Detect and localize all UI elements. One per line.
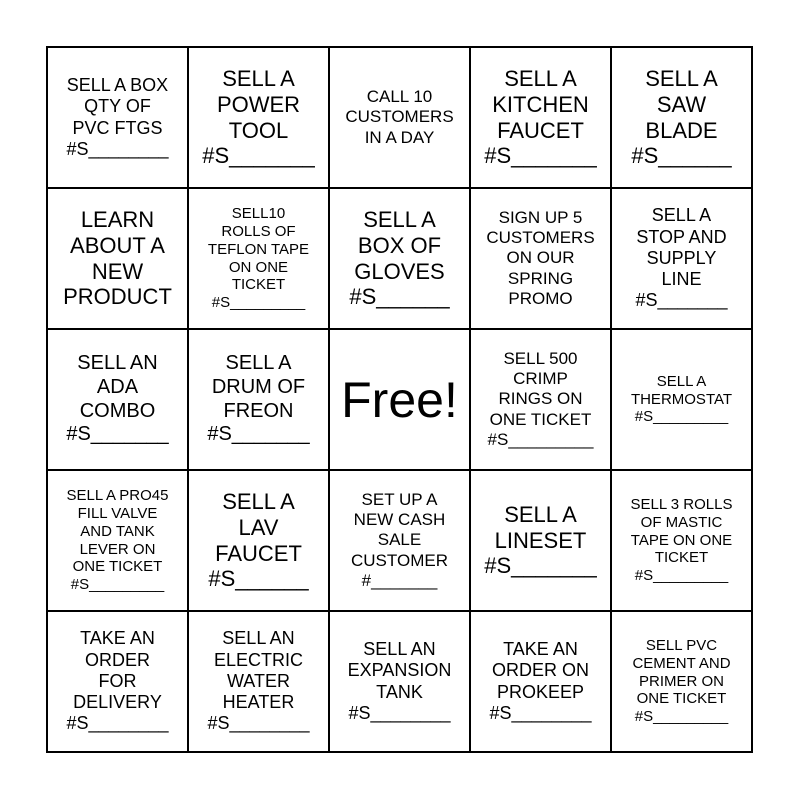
cell-text: SIGN UP 5 CUSTOMERS ON OUR SPRING PROMO [486,208,595,308]
cell-text: SELL A DRUM OF FREON #S_______ [207,352,310,446]
bingo-cell[interactable] [188,188,329,329]
bingo-cell[interactable] [47,188,188,329]
cell-text: SELL AN ELECTRIC WATER HEATER #S________ [207,628,310,734]
cell-text: CALL 10 CUSTOMERS IN A DAY [345,87,454,147]
free-space-label: Free! [341,371,458,428]
bingo-cell[interactable] [47,470,188,611]
bingo-cell[interactable] [470,470,611,611]
bingo-cell[interactable] [470,47,611,188]
cell-text: SET UP A NEW CASH SALE CUSTOMER #_______ [351,490,448,590]
bingo-cell[interactable] [329,611,470,752]
cell-text: SELL A KITCHEN FAUCET #S_______ [484,65,597,169]
cell-text: LEARN ABOUT A NEW PRODUCT [63,206,172,310]
bingo-cell[interactable] [611,47,752,188]
bingo-cell[interactable] [47,611,188,752]
cell-text: SELL A STOP AND SUPPLY LINE #S_______ [635,205,728,311]
cell-text: SELL A LAV FAUCET #S______ [208,488,309,592]
cell-text: SELL AN EXPANSION TANK #S________ [347,639,452,723]
cell-text: SELL A BOX OF GLOVES #S______ [349,206,450,310]
cell-text: SELL10 ROLLS OF TEFLON TAPE ON ONE TICKET #S_________ [207,205,310,311]
cell-text: SELL PVC CEMENT AND PRIMER ON ONE TICKET #S_________ [632,637,731,726]
cell-text: SELL 500 CRIMP RINGS ON ONE TICKET #S_________ [487,349,594,449]
cell-text: SELL A BOX QTY OF PVC FTGS #S________ [66,75,169,159]
cell-text: SELL A POWER TOOL #S_______ [202,65,315,169]
bingo-cell[interactable] [611,611,752,752]
bingo-cell[interactable] [470,329,611,470]
bingo-cell[interactable] [188,611,329,752]
cell-text: SELL AN ADA COMBO #S_______ [66,352,169,446]
bingo-cell[interactable] [470,611,611,752]
cell-text: SELL A PRO45 FILL VALVE AND TANK LEVER ON ONE TICKET #S_________ [66,487,169,593]
bingo-cell[interactable] [611,329,752,470]
cell-text: SELL A THERMOSTAT #S_________ [630,372,733,426]
cell-text: SELL 3 ROLLS OF MASTIC TAPE ON ONE TICKET #S_________ [630,496,733,585]
bingo-cell[interactable] [329,47,470,188]
cell-text: SELL A SAW BLADE #S______ [631,65,732,169]
bingo-cell[interactable] [329,188,470,329]
bingo-cell[interactable] [611,188,752,329]
bingo-cell[interactable] [188,329,329,470]
bingo-cell[interactable] [188,470,329,611]
bingo-cell[interactable] [188,47,329,188]
bingo-board [46,46,753,753]
cell-text: TAKE AN ORDER FOR DELIVERY #S________ [66,628,169,734]
cell-text: TAKE AN ORDER ON PROKEEP #S________ [489,639,592,723]
bingo-cell[interactable] [611,470,752,611]
bingo-cell[interactable] [329,470,470,611]
bingo-cell[interactable] [470,188,611,329]
cell-text: SELL A LINESET #S_______ [484,501,597,579]
bingo-cell-free[interactable] [329,329,470,470]
bingo-cell[interactable] [47,329,188,470]
bingo-cell[interactable] [47,47,188,188]
